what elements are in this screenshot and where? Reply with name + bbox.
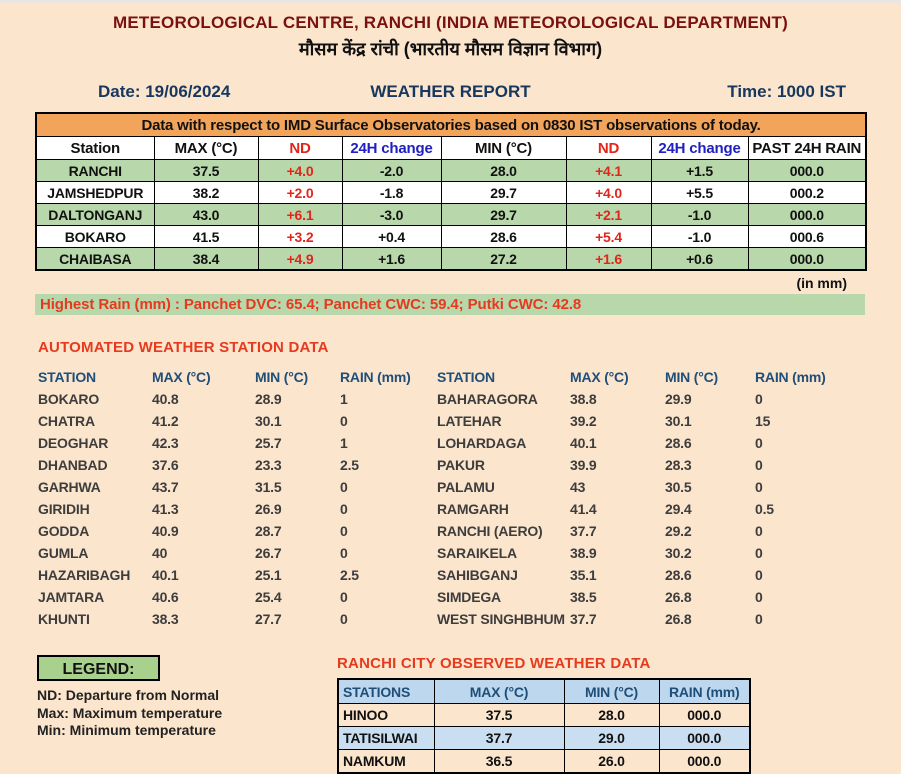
- max-temp-cell: 40.1: [570, 435, 597, 451]
- column-header-24h-change-min: 24H change: [651, 137, 748, 160]
- rain-cell: 0: [340, 523, 348, 539]
- min-temp-cell: 27.7: [255, 611, 282, 627]
- column-header-nd-min: ND: [566, 137, 651, 160]
- station-cell: HAZARIBAGH: [38, 567, 131, 583]
- column-header-max: MAX (°C): [434, 679, 564, 704]
- column-header-rain: RAIN (mm): [755, 369, 826, 385]
- aws-tables: [38, 366, 866, 630]
- max-temp-cell: 38.9: [570, 545, 597, 561]
- aws-table-left: [38, 366, 437, 630]
- rain-cell: 2.5: [340, 567, 359, 583]
- station-cell: PALAMU: [437, 479, 495, 495]
- table-row: [38, 432, 437, 454]
- min-24h-change-cell: -1.0: [651, 226, 748, 248]
- report-meta-row: [35, 82, 866, 102]
- rain-cell: 0: [755, 391, 763, 407]
- rain-cell: 2.5: [340, 457, 359, 473]
- station-cell: DEOGHAR: [38, 435, 109, 451]
- table-row: [437, 608, 829, 630]
- station-cell: SAHIBGANJ: [437, 567, 518, 583]
- legend-item: ND: Departure from Normal: [37, 687, 220, 703]
- min-temp-cell: 28.6: [665, 567, 692, 583]
- min-temp-cell: 28.7: [255, 523, 282, 539]
- rain-cell: 0: [340, 589, 348, 605]
- highest-rain-banner: Highest Rain (mm) : Panchet DVC: 65.4; Panchet CWC: 59.4; Putki CWC: 42.8: [35, 294, 865, 315]
- rain-cell: 0: [755, 479, 763, 495]
- report-date: Date: 19/06/2024: [98, 82, 231, 101]
- table-row: [36, 226, 866, 248]
- table-row: [38, 542, 437, 564]
- max-temp-cell: 42.3: [152, 435, 179, 451]
- max-temp-cell: 36.5: [434, 750, 564, 774]
- min-nd-cell: +4.0: [566, 182, 651, 204]
- station-cell: WEST SINGHBHUM: [437, 611, 565, 627]
- max-temp-cell: 40.8: [152, 391, 179, 407]
- min-temp-cell: 29.4: [665, 501, 692, 517]
- station-cell: TATISILWAI: [338, 727, 434, 750]
- column-header-min: MIN (°C): [255, 369, 308, 385]
- station-cell: DHANBAD: [38, 457, 108, 473]
- past-24h-rain-cell: 000.6: [748, 226, 866, 248]
- station-cell: SIMDEGA: [437, 589, 501, 605]
- table-row: [36, 204, 866, 226]
- column-header-max: MAX (°C): [154, 137, 258, 160]
- column-header-past-24h-rain: PAST 24H RAIN: [748, 137, 866, 160]
- min-temp-cell: 23.3: [255, 457, 282, 473]
- table-row: [437, 586, 829, 608]
- station-cell: CHATRA: [38, 413, 95, 429]
- max-nd-cell: +6.1: [258, 204, 342, 226]
- table-row: [38, 498, 437, 520]
- min-nd-cell: +1.6: [566, 248, 651, 271]
- max-temp-cell: 37.5: [154, 160, 258, 182]
- max-nd-cell: +2.0: [258, 182, 342, 204]
- bottom-section: [35, 655, 866, 774]
- station-cell: SARAIKELA: [437, 545, 517, 561]
- min-temp-cell: 30.2: [665, 545, 692, 561]
- column-header-max: MAX (°C): [152, 369, 211, 385]
- max-temp-cell: 37.5: [434, 704, 564, 727]
- rain-cell: 000.0: [659, 750, 750, 774]
- unit-note: (in mm): [796, 275, 847, 291]
- surface-table-header-row: [36, 137, 866, 160]
- min-temp-cell: 26.8: [665, 611, 692, 627]
- max-temp-cell: 37.7: [434, 727, 564, 750]
- max-24h-change-cell: +1.6: [342, 248, 441, 271]
- table-row: [338, 750, 750, 774]
- max-nd-cell: +4.0: [258, 160, 342, 182]
- table-row: [437, 454, 829, 476]
- weather-report-page: [0, 3, 901, 774]
- table-row: [38, 608, 437, 630]
- max-temp-cell: 37.7: [570, 523, 597, 539]
- min-24h-change-cell: +5.5: [651, 182, 748, 204]
- legend-section: [35, 655, 337, 774]
- column-header-station: Station: [36, 137, 154, 160]
- max-temp-cell: 41.5: [154, 226, 258, 248]
- max-temp-cell: 39.9: [570, 457, 597, 473]
- min-temp-cell: 28.9: [255, 391, 282, 407]
- rain-cell: 0: [755, 523, 763, 539]
- table-row: [437, 476, 829, 498]
- column-header-min: MIN (°C): [564, 679, 659, 704]
- max-temp-cell: 38.8: [570, 391, 597, 407]
- station-cell: CHAIBASA: [36, 248, 154, 271]
- max-temp-cell: 38.2: [154, 182, 258, 204]
- min-24h-change-cell: +0.6: [651, 248, 748, 271]
- rain-cell: 0: [340, 479, 348, 495]
- table-row: [437, 432, 829, 454]
- max-temp-cell: 38.3: [152, 611, 179, 627]
- legend-item: Max: Maximum temperature: [37, 704, 223, 721]
- min-nd-cell: +4.1: [566, 160, 651, 182]
- station-cell: BOKARO: [38, 391, 100, 407]
- min-temp-cell: 29.9: [665, 391, 692, 407]
- surface-data-banner: Data with respect to IMD Surface Observatories based on 0830 IST observations of today.: [36, 113, 866, 137]
- rain-cell: 0: [755, 435, 763, 451]
- aws-table-right: [437, 366, 829, 630]
- table-row: [437, 564, 829, 586]
- max-temp-cell: 40.6: [152, 589, 179, 605]
- table-row: [338, 704, 750, 727]
- min-temp-cell: 29.0: [564, 727, 659, 750]
- max-24h-change-cell: -3.0: [342, 204, 441, 226]
- page-subtitle-hindi: मौसम केंद्र रांची (भारतीय मौसम विज्ञान विभाग): [298, 39, 603, 59]
- table-row: [38, 410, 437, 432]
- column-header-24h-change-max: 24H change: [342, 137, 441, 160]
- table-row: [437, 410, 829, 432]
- past-24h-rain-cell: 000.0: [748, 160, 866, 182]
- min-24h-change-cell: -1.0: [651, 204, 748, 226]
- min-temp-cell: 29.7: [441, 182, 566, 204]
- min-temp-cell: 30.1: [255, 413, 282, 429]
- table-row: [38, 586, 437, 608]
- rain-cell: 000.0: [659, 704, 750, 727]
- ranchi-header-row: [338, 679, 750, 704]
- max-temp-cell: 40: [152, 545, 168, 561]
- column-header-station: STATION: [437, 369, 495, 385]
- surface-observatory-table: [35, 112, 867, 271]
- surface-data-banner-row: [36, 113, 866, 137]
- min-temp-cell: 28.6: [665, 435, 692, 451]
- column-header-max: MAX (°C): [570, 369, 629, 385]
- rain-cell: 1: [340, 391, 348, 407]
- min-temp-cell: 26.7: [255, 545, 282, 561]
- max-temp-cell: 43.0: [154, 204, 258, 226]
- table-row: [36, 248, 866, 271]
- rain-cell: 0: [340, 413, 348, 429]
- rain-cell: 0.5: [755, 501, 774, 517]
- table-row: [38, 564, 437, 586]
- station-cell: PAKUR: [437, 457, 485, 473]
- report-time: Time: 1000 IST: [727, 82, 846, 101]
- station-cell: GODDA: [38, 523, 90, 539]
- min-temp-cell: 30.1: [665, 413, 692, 429]
- min-temp-cell: 25.4: [255, 589, 282, 605]
- station-cell: HINOO: [338, 704, 434, 727]
- rain-cell: 0: [755, 545, 763, 561]
- station-cell: GIRIDIH: [38, 501, 90, 517]
- aws-heading: AUTOMATED WEATHER STATION DATA: [38, 339, 329, 356]
- report-title: WEATHER REPORT: [370, 82, 531, 101]
- ranchi-city-section: [337, 655, 866, 774]
- column-header-nd-max: ND: [258, 137, 342, 160]
- station-cell: JAMTARA: [38, 589, 105, 605]
- table-row: [38, 476, 437, 498]
- column-header-rain: RAIN (mm): [659, 679, 750, 704]
- table-row: [36, 182, 866, 204]
- min-temp-cell: 27.2: [441, 248, 566, 271]
- rain-cell: 0: [755, 457, 763, 473]
- ranchi-city-heading: RANCHI CITY OBSERVED WEATHER DATA: [337, 655, 651, 672]
- min-temp-cell: 28.0: [564, 704, 659, 727]
- station-cell: LATEHAR: [437, 413, 502, 429]
- max-temp-cell: 43: [570, 479, 586, 495]
- max-temp-cell: 41.4: [570, 501, 597, 517]
- column-header-station: STATION: [38, 369, 96, 385]
- column-header-min: MIN (°C): [665, 369, 718, 385]
- table-row: [437, 542, 829, 564]
- max-temp-cell: 43.7: [152, 479, 179, 495]
- min-temp-cell: 26.9: [255, 501, 282, 517]
- station-cell: RANCHI (AERO): [437, 523, 543, 539]
- station-cell: JAMSHEDPUR: [36, 182, 154, 204]
- aws-header-row: [437, 366, 829, 388]
- table-row: [437, 388, 829, 410]
- min-temp-cell: 29.2: [665, 523, 692, 539]
- station-cell: BAHARAGORA: [437, 391, 538, 407]
- max-temp-cell: 38.4: [154, 248, 258, 271]
- table-row: [338, 727, 750, 750]
- legend-item: Min: Minimum temperature: [37, 722, 216, 738]
- max-temp-cell: 40.9: [152, 523, 179, 539]
- station-cell: RANCHI: [36, 160, 154, 182]
- station-cell: GUMLA: [38, 545, 89, 561]
- past-24h-rain-cell: 000.0: [748, 248, 866, 271]
- rain-cell: 000.0: [659, 727, 750, 750]
- page-title: METEOROLOGICAL CENTRE, RANCHI (INDIA METEOROLOGICAL DEPARTMENT): [113, 13, 788, 32]
- past-24h-rain-cell: 000.0: [748, 204, 866, 226]
- max-temp-cell: 37.6: [152, 457, 179, 473]
- table-row: [36, 160, 866, 182]
- rain-cell: 15: [755, 413, 771, 429]
- rain-cell: 0: [340, 501, 348, 517]
- rain-cell: 0: [755, 611, 763, 627]
- station-cell: LOHARDAGA: [437, 435, 527, 451]
- max-nd-cell: +4.9: [258, 248, 342, 271]
- min-temp-cell: 28.0: [441, 160, 566, 182]
- legend-title: LEGEND:: [37, 655, 160, 681]
- rain-cell: 0: [340, 611, 348, 627]
- min-24h-change-cell: +1.5: [651, 160, 748, 182]
- aws-header-row: [38, 366, 437, 388]
- min-temp-cell: 28.6: [441, 226, 566, 248]
- column-header-min: MIN (°C): [441, 137, 566, 160]
- min-temp-cell: 31.5: [255, 479, 282, 495]
- table-row: [437, 520, 829, 542]
- table-row: [38, 388, 437, 410]
- column-header-stations: STATIONS: [338, 679, 434, 704]
- min-temp-cell: 28.3: [665, 457, 692, 473]
- rain-cell: 0: [340, 545, 348, 561]
- station-cell: GARHWA: [38, 479, 101, 495]
- min-temp-cell: 25.7: [255, 435, 282, 451]
- max-nd-cell: +3.2: [258, 226, 342, 248]
- station-cell: BOKARO: [36, 226, 154, 248]
- max-24h-change-cell: -2.0: [342, 160, 441, 182]
- rain-cell: 0: [755, 567, 763, 583]
- station-cell: KHUNTI: [38, 611, 90, 627]
- max-temp-cell: 38.5: [570, 589, 597, 605]
- table-row: [38, 520, 437, 542]
- past-24h-rain-cell: 000.2: [748, 182, 866, 204]
- max-temp-cell: 37.7: [570, 611, 597, 627]
- max-temp-cell: 41.2: [152, 413, 179, 429]
- min-temp-cell: 26.8: [665, 589, 692, 605]
- min-nd-cell: +5.4: [566, 226, 651, 248]
- rain-cell: 0: [755, 589, 763, 605]
- table-row: [437, 498, 829, 520]
- max-24h-change-cell: +0.4: [342, 226, 441, 248]
- min-temp-cell: 25.1: [255, 567, 282, 583]
- min-nd-cell: +2.1: [566, 204, 651, 226]
- station-cell: NAMKUM: [338, 750, 434, 774]
- max-temp-cell: 41.3: [152, 501, 179, 517]
- station-cell: RAMGARH: [437, 501, 509, 517]
- rain-cell: 1: [340, 435, 348, 451]
- min-temp-cell: 29.7: [441, 204, 566, 226]
- max-temp-cell: 40.1: [152, 567, 179, 583]
- station-cell: DALTONGANJ: [36, 204, 154, 226]
- max-temp-cell: 35.1: [570, 567, 597, 583]
- max-24h-change-cell: -1.8: [342, 182, 441, 204]
- min-temp-cell: 26.0: [564, 750, 659, 774]
- column-header-rain: RAIN (mm): [340, 369, 411, 385]
- max-temp-cell: 39.2: [570, 413, 597, 429]
- min-temp-cell: 30.5: [665, 479, 692, 495]
- table-row: [38, 454, 437, 476]
